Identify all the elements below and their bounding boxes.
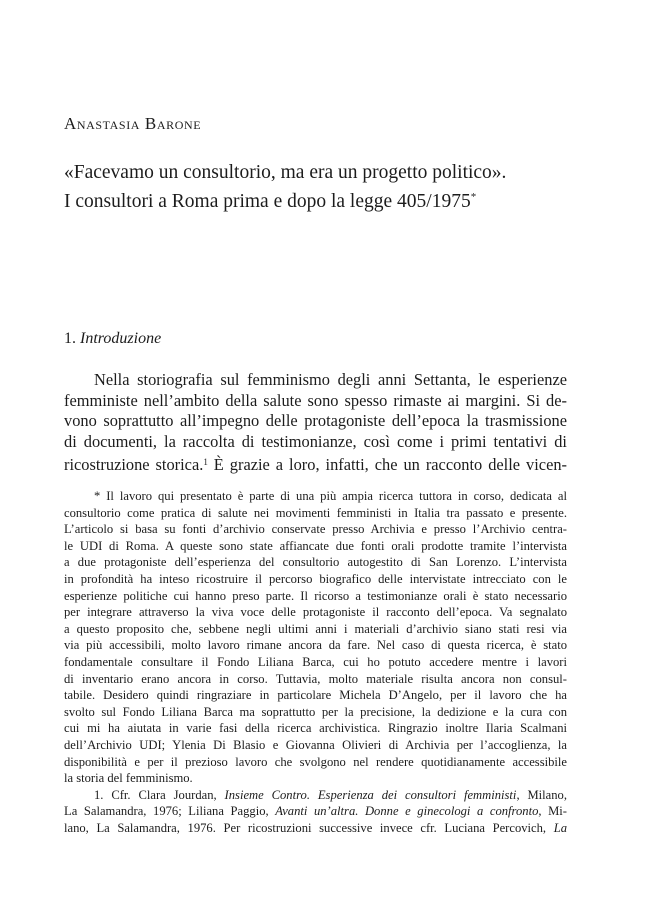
body-line: femministe nell’ambito della salute sono spesso rimaste ai margini. Si de- [64,390,567,410]
footnote-star-line: L’articolo si basa su fonti d’archivio conservate presso Archivia e presso l’Archivio centra- [64,522,567,537]
footnote-ref-1: 1 [203,457,208,468]
footnote-star-line: esperienze politiche cui hanno preso parte. Il ricorso a testimonianze orali è stato necessario [64,588,567,603]
footnote-text: La Salamandra, 1976; Liliana Paggio, [64,804,276,819]
section-number: 1. [64,330,76,347]
footnote-text: , Milano, [516,787,568,802]
footnote-star-line: le UDI di Roma. A queste sono state affiancate due fonti orali prodotte tramite l’intervista [64,538,567,553]
footnote-book-title: La [553,820,567,835]
footnote-1-line [64,803,567,820]
body-text-fragment: È grazie a loro, infatti, che un racconto delle vicen- [207,455,567,475]
footnote-1-line [64,787,567,804]
footnote-book-title: Avanti un’altra. Donne e ginecologi a confronto [275,804,539,819]
footnote-star-line: fondamentale consultare il Fondo Liliana Barca, cui ho potuto accedere mentre i lavori [64,654,567,669]
footnote-star-line: via più accessibili, molto lavoro rimane ancora da fare. Nel caso di questa ricerca, è stato [64,638,567,653]
footnote-text: , Mi- [538,804,567,819]
footnote-star-line: disponibilità e per il prezioso lavoro che svolgono nel rendere quotidianamente accessibile [64,754,567,769]
footnote-star-line: in profondità ha inteso ricostruire il percorso biografico delle intervistate intrecciato con le [64,571,567,586]
article-title [64,160,506,214]
footnote-star-line: cui mi ha aiutata in varie fasi della ricerca archivistica. Ringrazio inoltre Ilaria Scalmani [64,721,567,736]
body-text-fragment: ricostruzione storica. [64,455,204,475]
body-line: Nella storiografia sul femminismo degli anni Settanta, le esperienze [94,370,567,389]
footnote-star-line: a questo proposito che, sebbene negli ultimi anni i materiali d’archivio siano stati resi via [64,621,567,636]
body-paragraph [64,370,567,476]
footnote-star-line: per integrare attraverso la viva voce delle protagoniste il racconto dell’epoca. Va segnalato [64,605,567,620]
title-line-1: «Facevamo un consultorio, ma era un progetto politico». [64,162,507,183]
footnotes [64,488,567,836]
body-line: vono soprattutto all’impegno delle protagoniste dell’epoca la trasmissione [64,411,567,431]
footnote-star-line: la storia del femminismo. [64,771,193,786]
footnote-star-line: tabile. Desidero quindi ringraziare in particolare Michela D’Angelo, per il lavoro che ha [64,688,567,703]
footnote-text: 1. Cfr. Clara Jourdan, [94,787,225,802]
footnote-star-line: svolto sul Fondo Liliana Barca ma soprattutto per la precisione, la dedizione e la cura con [64,704,567,719]
body-line: di documenti, la raccolta di testimonianze, così come i primi tentativi di [64,431,567,451]
body-line-last [64,452,567,476]
footnote-star-line: consultorio come pratica di salute nei movimenti femministi in Italia tra passato e presente. [64,505,567,520]
title-footnote-mark: * [470,191,477,203]
author-name: Anastasia Barone [64,114,202,133]
footnote-1-line [64,820,567,837]
footnote-book-title: Insieme Contro. Esperienza dei consultori femministi [224,787,517,802]
footnote-text: lano, La Salamandra, 1976. Per ricostruzioni successive invece cfr. Luciana Percovich, [64,820,554,835]
footnote-star-line: * Il lavoro qui presentato è parte di una più ampia ricerca tuttora in corso, dedicata al [94,489,567,503]
footnote-star-line: di inventario erano ancora in corso. Tuttavia, molto materiale risulta ancora non consul- [64,671,567,686]
title-line-2: I consultori a Roma prima e dopo la legge 405/1975 [64,191,471,212]
footnote-star-line: dell’Archivio UDI; Ylenia Di Blasio e Giovanna Olivieri di Archivia per l’accoglienza, la [64,737,567,752]
section-heading [64,330,161,348]
section-title: Introduzione [80,330,162,347]
footnote-star-line: a due protagoniste dell’esperienza del consultorio autogestito di San Lorenzo. L’intervista [64,555,567,570]
